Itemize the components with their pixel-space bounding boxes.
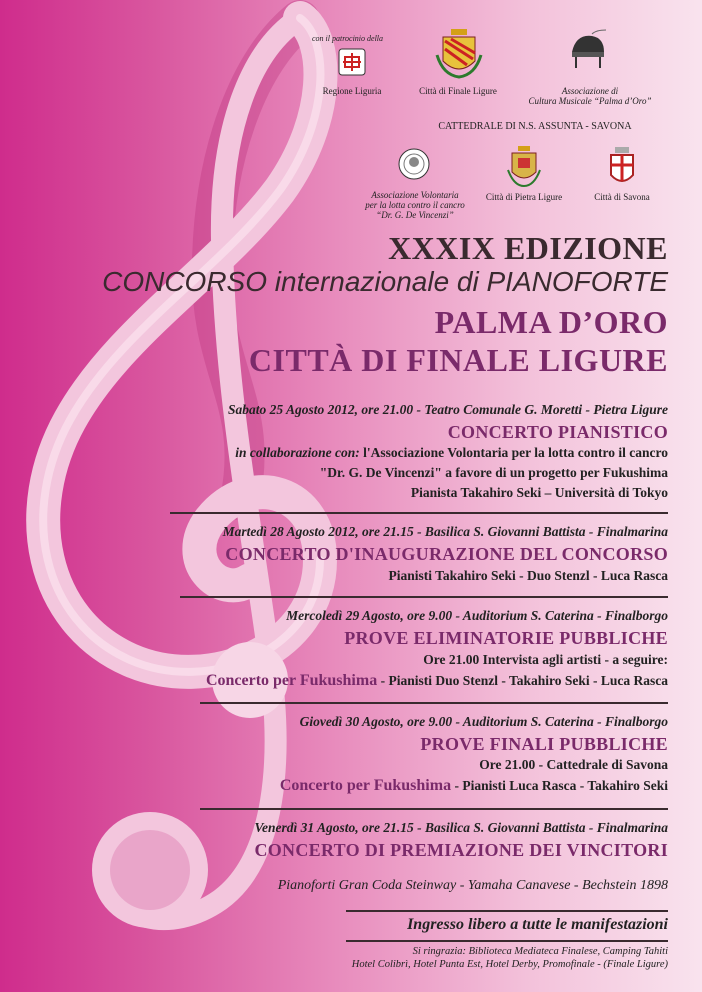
- regione-liguria-logo-icon: [336, 46, 368, 78]
- logo-label-line: Associazione Volontaria: [371, 190, 459, 200]
- separator-line: [200, 808, 668, 810]
- logo-label-line: Cultura Musicale “Palma d’Oro”: [528, 96, 652, 106]
- association-seal-icon: [396, 146, 432, 182]
- finale-ligure-crest-icon: [432, 24, 486, 82]
- separator-line: [180, 596, 668, 598]
- logo-label: [510, 86, 670, 106]
- fukushima-rest: - Pianisti Duo Stenzl - Takahiro Seki - Luca Rasca: [377, 673, 668, 688]
- concorso-word: CONCORSO: [102, 266, 268, 297]
- fukushima-rest: - Pianisti Luca Rasca - Takahiro Seki: [451, 778, 668, 793]
- logo-label-line: per la lotta contro il cancro: [365, 200, 465, 210]
- event-line: Pianista Takahiro Seki – Università di Tokyo: [410, 485, 668, 500]
- event-line: "Dr. G. De Vincenzi" a favore di un progetto per Fukushima: [319, 465, 668, 480]
- logo-label: [350, 190, 480, 220]
- logo-label: Città di Pietra Ligure: [485, 192, 563, 202]
- event-date: Martedì 28 Agosto 2012, ore 21.15 - Basilica S. Giovanni Battista - Finalmarina: [222, 524, 668, 539]
- event-title: CONCERTO DI PREMIAZIONE DEI VINCITORI: [254, 840, 668, 860]
- event-date: Venerdì 31 Agosto, ore 21.15 - Basilica S. Giovanni Battista - Finalmarina: [254, 820, 668, 835]
- grand-piano-logo-icon: [566, 28, 610, 72]
- event-line: Ore 21.00 - Cattedrale di Savona: [479, 757, 668, 772]
- pietra-ligure-crest-icon: [506, 144, 542, 188]
- separator-line: [200, 702, 668, 704]
- event-fukushima-line: [280, 777, 668, 795]
- separator-line: [346, 910, 668, 912]
- event-date: Mercoledì 29 Agosto, ore 9.00 - Auditorium S. Caterina - Finalborgo: [286, 608, 668, 623]
- separator-line: [170, 512, 668, 514]
- event-title: CONCERTO PIANISTICO: [447, 422, 668, 442]
- pianoforti-text: Pianoforti Gran Coda Steinway - Yamaha Canavese - Bechstein 1898: [277, 878, 668, 893]
- concorso-heading: [102, 266, 668, 298]
- logo-label: Città di Finale Ligure: [419, 86, 497, 96]
- event-title: CONCERTO D'INAUGURAZIONE DEL CONCORSO: [225, 544, 668, 564]
- collab-text: l'Associazione Volontaria per la lotta contro il cancro: [359, 445, 668, 460]
- collab-prefix: in collaborazione con:: [235, 445, 360, 460]
- event-collab-line: [235, 445, 668, 461]
- event-title: PROVE FINALI PUBBLICHE: [420, 734, 668, 754]
- ringrazia-line: Si ringrazia: Biblioteca Mediateca Finalese, Camping Tahiti: [412, 946, 668, 957]
- patrocinio-text: con il patrocinio della: [312, 34, 384, 43]
- fukushima-label: Concerto per Fukushima: [205, 672, 378, 689]
- event-line: Ore 21.00 Intervista agli artisti - a seguire:: [423, 652, 668, 667]
- ringrazia-line: Hotel Colibrì, Hotel Punta Est, Hotel Derby, Promofinale - (Finale Ligure): [351, 959, 668, 970]
- concorso-rest: internazionale di PIANOFORTE: [267, 266, 668, 297]
- event-date: Sabato 25 Agosto 2012, ore 21.00 - Teatro Comunale G. Moretti - Pietra Ligure: [227, 402, 668, 417]
- savona-crest-icon: [606, 144, 638, 188]
- separator-line: [346, 940, 668, 942]
- palma-doro-heading: PALMA D’ORO: [434, 304, 668, 340]
- logo-label: Regione Liguria: [322, 86, 382, 96]
- edizione-heading: XXXIX EDIZIONE: [388, 230, 668, 266]
- event-title: PROVE ELIMINATORIE PUBBLICHE: [344, 628, 668, 648]
- event-fukushima-line: [206, 672, 668, 690]
- logo-label-line: Associazione di: [561, 86, 619, 96]
- event-date: Giovedì 30 Agosto, ore 9.00 - Auditorium S. Caterina - Finalborgo: [299, 714, 668, 729]
- citta-finale-heading: CITTÀ DI FINALE LIGURE: [248, 342, 668, 378]
- logo-label: Città di Savona: [594, 192, 650, 202]
- fukushima-label: Concerto per Fukushima: [279, 777, 452, 794]
- ringraziamenti: [352, 945, 668, 971]
- ingresso-text: Ingresso libero a tutte le manifestazioni: [407, 916, 668, 933]
- logo-label-line: “Dr. G. De Vincenzi”: [376, 210, 454, 220]
- event-line: Pianisti Takahiro Seki - Duo Stenzl - Luca Rasca: [388, 568, 668, 583]
- cattedrale-text: CATTEDRALE DI N.S. ASSUNTA - SAVONA: [438, 121, 632, 132]
